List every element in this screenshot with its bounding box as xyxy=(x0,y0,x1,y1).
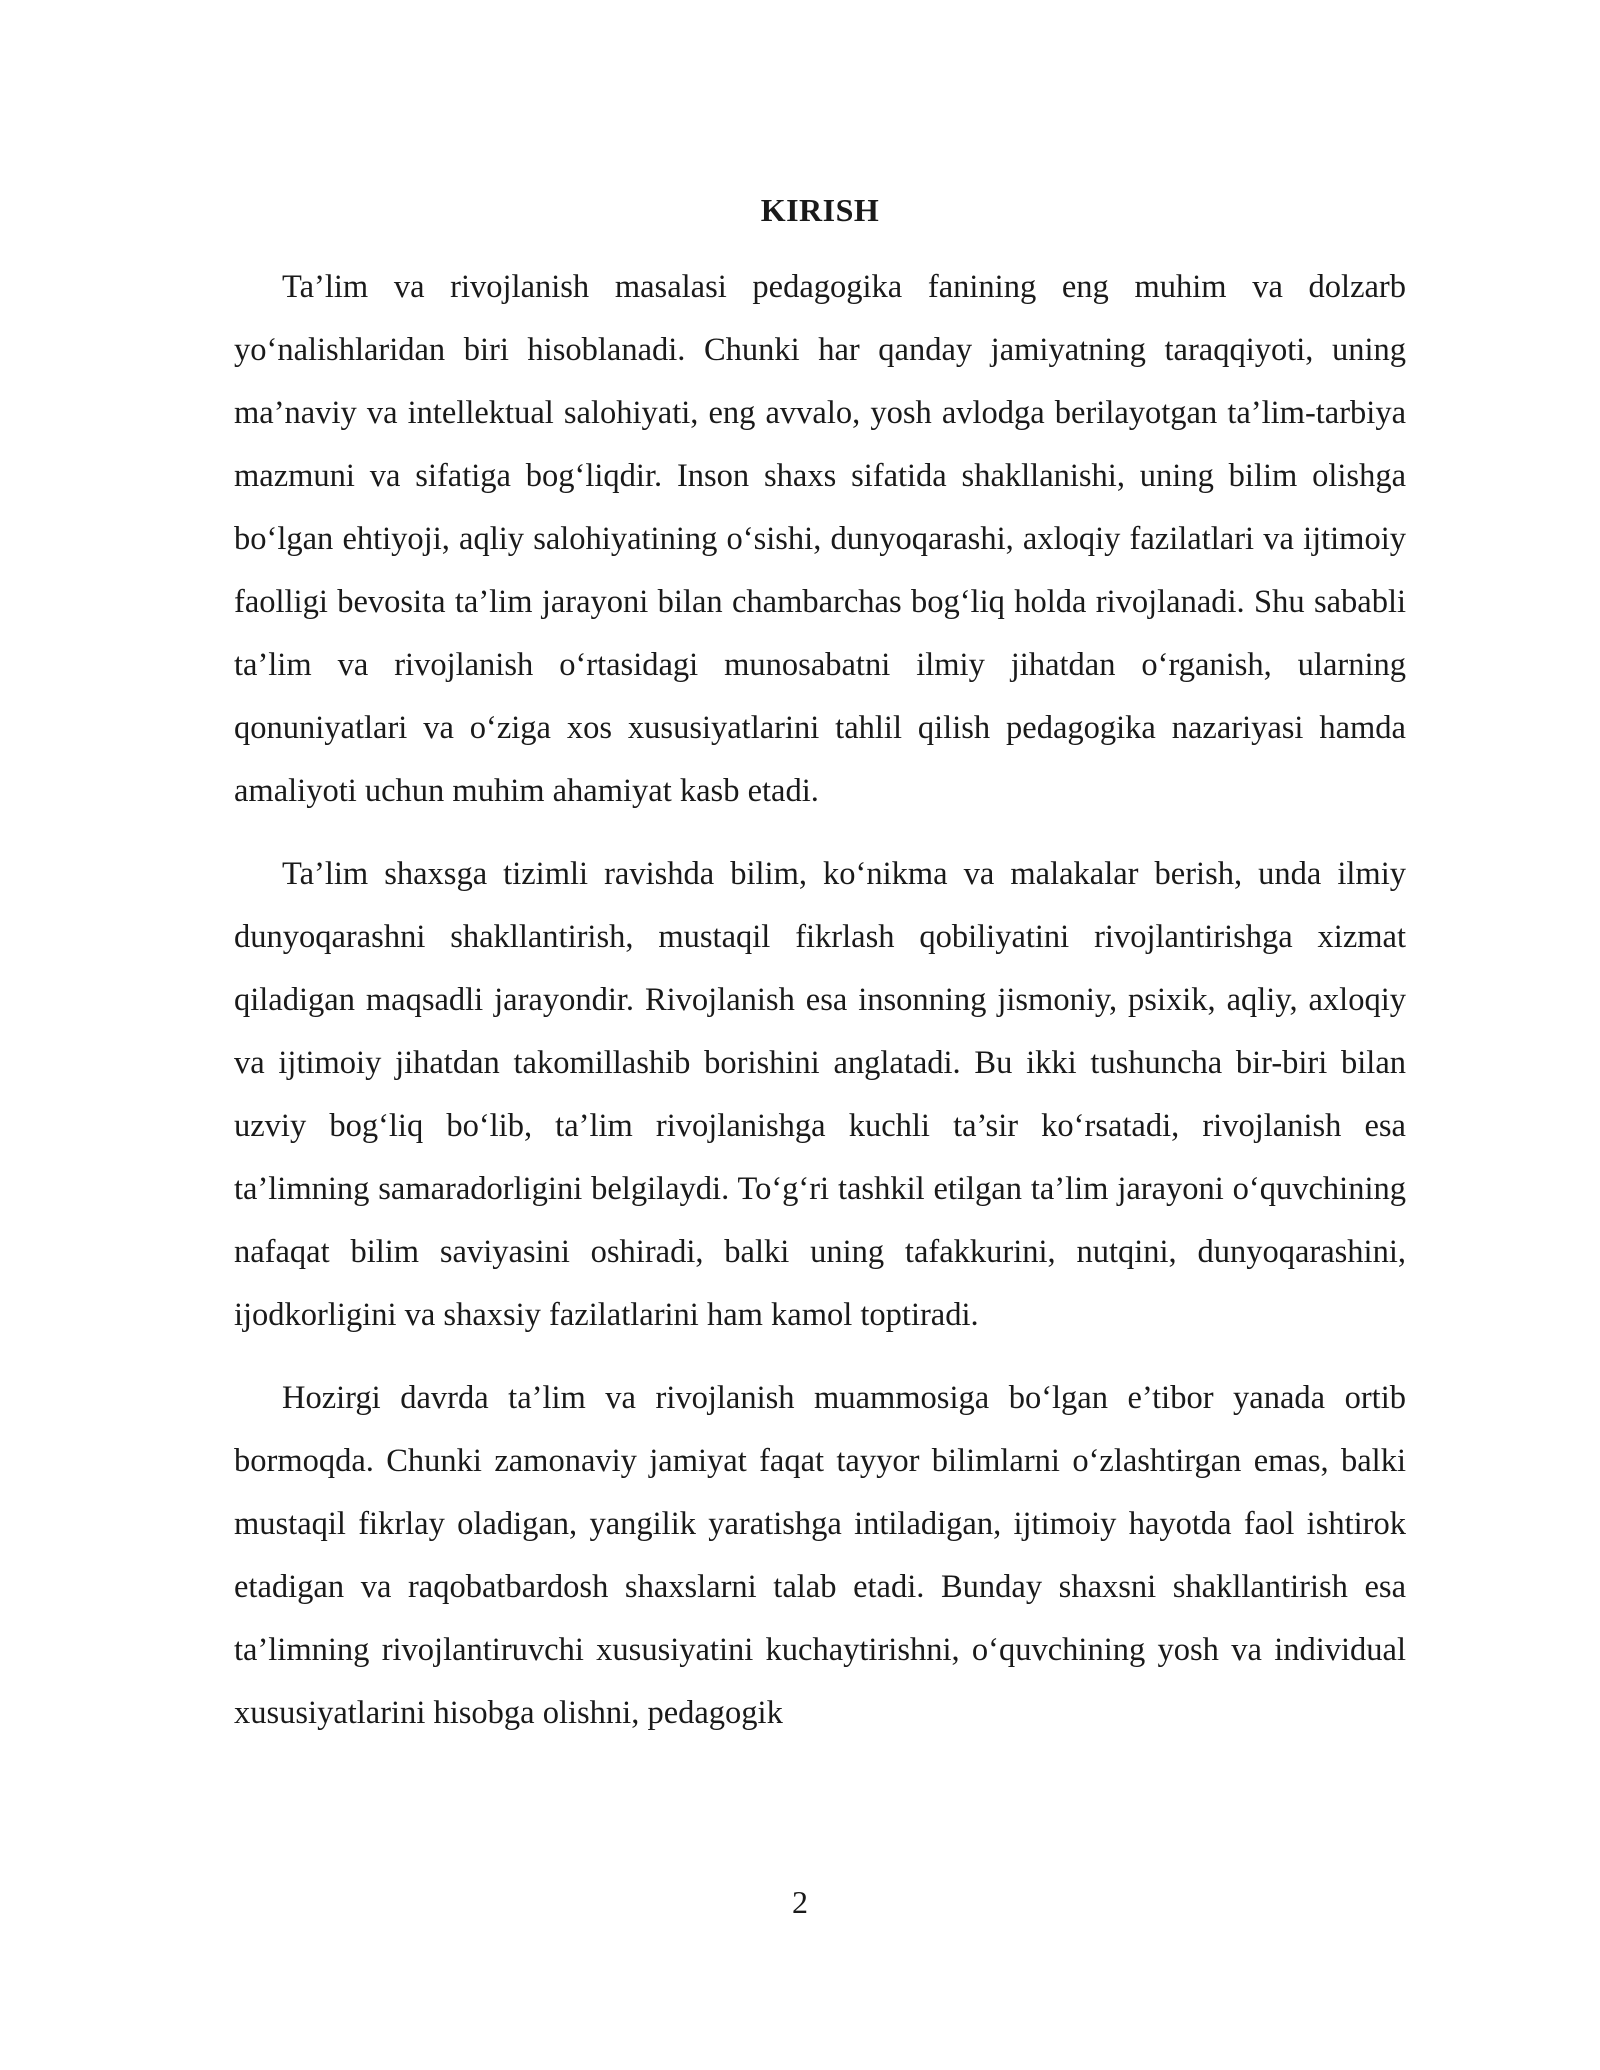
paragraph-3: Hozirgi davrda ta’lim va rivojlanish muammosiga bo‘lgan e’tibor yanada ortib bormoqda. Chunki zamonaviy jamiyat faqat tayyor bilimlarni o‘zlashtirgan emas, balki mustaqil fikrlay oladigan, yangilik yaratishga intiladigan, ijtimoiy hayotda faol ishtirok etadigan va raqobatbardosh shaxslarni talab etadi. Bunday shaxsni shakllantirish esa ta’limning rivojlantiruvchi xususiyatini kuchaytirishni, o‘quvchining yosh va individual xususiyatlarini hisobga olishni, pedagogik xyxy=(234,1380,1406,1731)
paragraph-1: Ta’lim va rivojlanish masalasi pedagogika fanining eng muhim va dolzarb yo‘nalishlaridan biri hisoblanadi. Chunki har qanday jamiyatning taraqqiyoti, uning ma’naviy va intellektual salohiyati, eng avvalo, yosh avlodga berilayotgan ta’lim-tarbiya mazmuni va sifatiga bog‘liqdir. Inson shaxs sifatida shakllanishi, uning bilim olishga bo‘lgan ehtiyoji, aqliy salohiyatining o‘sishi, dunyoqarashi, axloqiy fazilatlari va ijtimoiy faolligi bevosita ta’lim jarayoni bilan chambarchas bog‘liq holda rivojlanadi. Shu sababli ta’lim va rivojlanish o‘rtasidagi munosabatni ilmiy jihatdan o‘rganish, ularning qonuniyatlari va o‘ziga xos xususiyatlarini tahlil qilish pedagogika nazariyasi hamda amaliyoti uchun muhim ahamiyat kasb etadi. xyxy=(234,269,1406,809)
page-content xyxy=(234,190,1406,1765)
section-heading: KIRISH xyxy=(760,192,880,228)
page-number: 2 xyxy=(792,1884,808,1920)
paragraph-2: Ta’lim shaxsga tizimli ravishda bilim, ko‘nikma va malakalar berish, unda ilmiy dunyoqarashni shakllantirish, mustaqil fikrlash qobiliyatini rivojlantirishga xizmat qiladigan maqsadli jarayondir. Rivojlanish esa insonning jismoniy, psixik, aqliy, axloqiy va ijtimoiy jihatdan takomillashib borishini anglatadi. Bu ikki tushuncha bir-biri bilan uzviy bog‘liq bo‘lib, ta’lim rivojlanishga kuchli ta’sir ko‘rsatadi, rivojlanish esa ta’limning samaradorligini belgilaydi. To‘g‘ri tashkil etilgan ta’lim jarayoni o‘quvchining nafaqat bilim saviyasini oshiradi, balki uning tafakkurini, nutqini, dunyoqarashini, ijodkorligini va shaxsiy fazilatlarini ham kamol toptiradi. xyxy=(234,856,1406,1333)
